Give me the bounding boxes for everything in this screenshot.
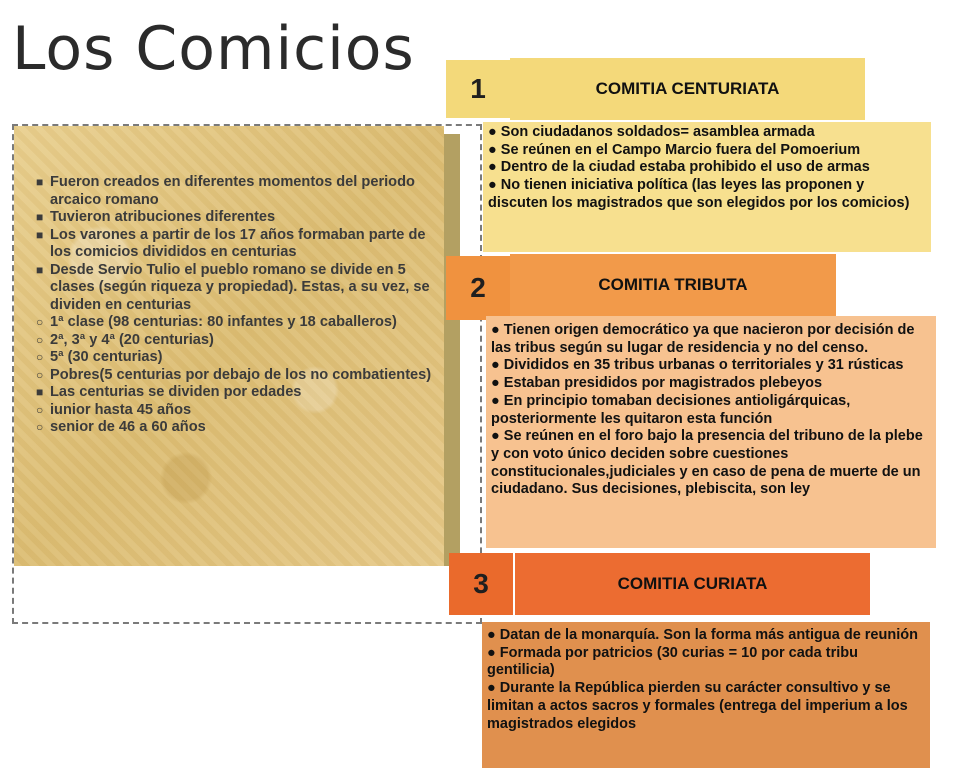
left-list-text: senior de 46 a 60 años	[50, 419, 206, 435]
page-title: Los Comicios	[12, 14, 415, 84]
left-list-text: Tuvieron atribuciones diferentes	[50, 209, 276, 225]
left-list-text: 1ª clase (98 centurias: 80 infantes y 18 caballeros)	[50, 314, 397, 330]
section-body-curiata	[482, 622, 930, 768]
left-bullet-list	[36, 174, 436, 437]
left-list-text: 5ª (30 centurias)	[50, 349, 163, 365]
square-bullet-icon: ■	[36, 227, 44, 242]
section-point: ● Estaban presididos por magistrados plebeyos	[491, 375, 823, 392]
left-list-item	[36, 262, 436, 315]
section-point: ● Divididos en 35 tribus urbanas o territoriales y 31 rústicas	[491, 357, 904, 374]
circle-bullet-icon: ○	[36, 402, 44, 417]
section-point: ● Formada por patricios (30 curias = 10 por cada tribu gentilicia)	[487, 644, 858, 679]
square-bullet-icon: ■	[36, 262, 44, 277]
section-point: ● Se reúnen en el Campo Marcio fuera del Pomoerium	[488, 141, 861, 158]
circle-bullet-icon: ○	[36, 420, 44, 434]
left-list-item	[36, 314, 436, 332]
left-list-text: iunior hasta 45 años	[50, 401, 192, 418]
circle-bullet-icon: ○	[36, 315, 44, 329]
left-list-text: Las centurias se dividen por edades	[50, 384, 302, 400]
circle-bullet-icon: ○	[36, 367, 44, 382]
left-list-item	[36, 227, 436, 262]
circle-bullet-icon: ○	[36, 350, 44, 364]
left-list-text: Los varones a partir de los 17 años formaban parte de los comicios divididos en centurias	[50, 226, 426, 260]
section-body-tributa	[486, 316, 936, 548]
left-list-item	[36, 332, 436, 350]
square-bullet-icon: ■	[36, 385, 44, 399]
section-heading-curiata: COMITIA CURIATA	[515, 553, 870, 615]
section-point: ● Son ciudadanos soldados= asamblea armada	[488, 124, 815, 140]
parchment-panel	[14, 126, 444, 566]
left-list-item	[36, 367, 436, 385]
section-point: ● En principio tomaban decisiones antioligárquicas, posteriormente les quitaron esta función	[491, 392, 851, 427]
section-number-2: 2	[446, 256, 510, 320]
square-bullet-icon: ■	[36, 175, 44, 189]
section-point: ● Datan de la monarquía. Son la forma más antigua de reunión	[487, 627, 918, 643]
section-point: ● Tienen origen democrático ya que nacieron por decisión de las tribus según su lugar de residencia y no del censo.	[491, 322, 915, 356]
left-list-item	[36, 349, 436, 367]
circle-bullet-icon: ○	[36, 332, 44, 347]
section-number-1: 1	[446, 60, 510, 118]
section-number-3: 3	[449, 553, 513, 615]
left-list-text: Fueron creados en diferentes momentos del periodo arcaico romano	[50, 174, 415, 208]
left-list-item	[36, 209, 436, 227]
left-list-item	[36, 402, 436, 420]
section-point: ● Dentro de la ciudad estaba prohibido el uso de armas	[488, 159, 870, 176]
square-bullet-icon: ■	[36, 210, 44, 224]
left-list-item	[36, 419, 436, 437]
section-heading-tributa: COMITIA TRIBUTA	[510, 254, 836, 316]
section-point: ● No tienen iniciativa política (las leyes las proponen y discuten los magistrados que son elegidos por los comicios)	[488, 177, 910, 211]
left-list-item	[36, 174, 436, 209]
section-point: ● Durante la República pierden su carácter consultivo y se limitan a actos sacros y formales (entrega del imperium a los magistrados elegidos	[487, 680, 908, 732]
left-list-text: Desde Servio Tulio el pueblo romano se divide en 5 clases (según riqueza y propiedad). Estas, a su vez, se dividen en centurias	[50, 261, 430, 313]
section-heading-centuriata: COMITIA CENTURIATA	[510, 58, 865, 120]
left-list-text: 2ª, 3ª y 4ª (20 centurias)	[50, 331, 214, 348]
section-body-centuriata	[483, 122, 931, 252]
left-list-item	[36, 384, 436, 402]
section-point: ● Se reúnen en el foro bajo la presencia del tribuno de la plebe y con voto único deciden sobre cuestiones constitucionales,judiciales y en caso de pena de muerte de un ciudadano. Sus decisiones, plebiscita, son ley	[491, 428, 923, 498]
left-list-text: Pobres(5 centurias por debajo de los no combatientes)	[50, 366, 432, 383]
